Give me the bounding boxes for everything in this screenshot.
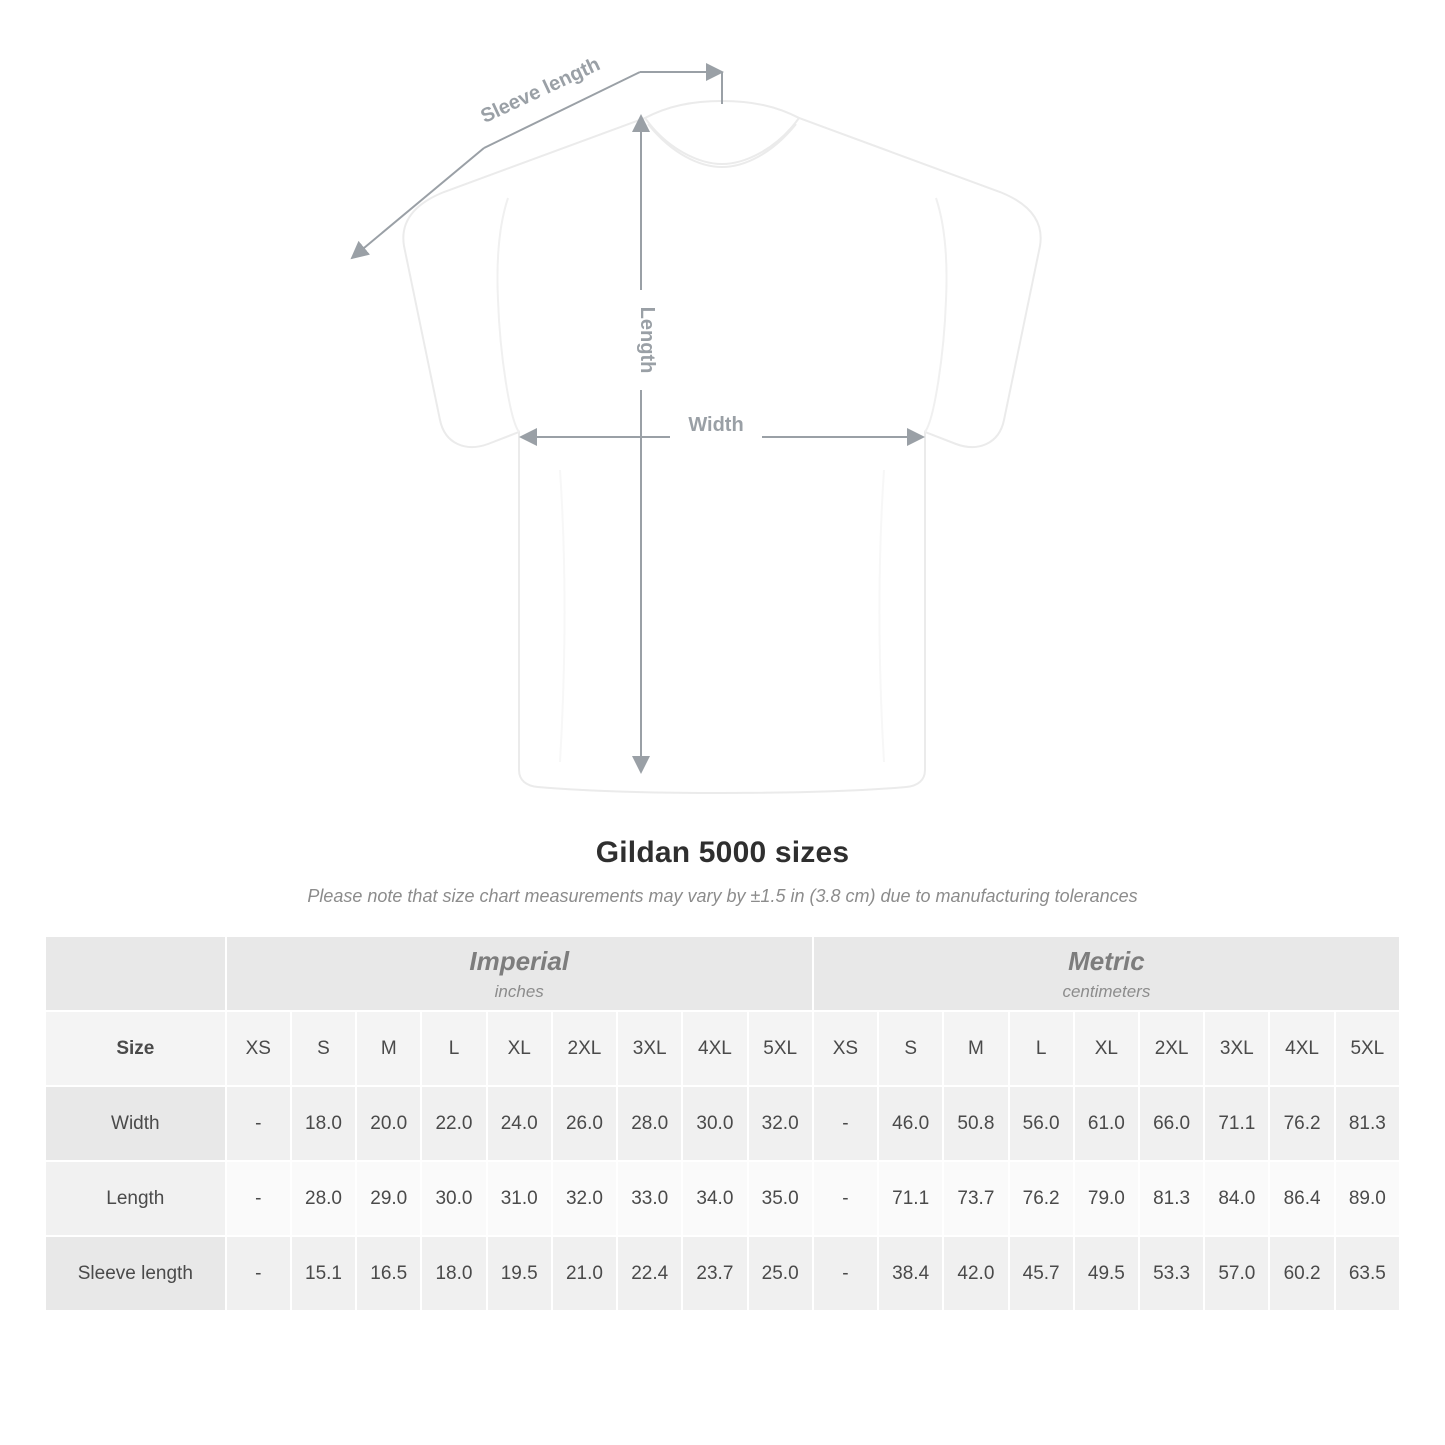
size-col-metric-m: M <box>943 1011 1008 1086</box>
cell-width-metric-m: 50.8 <box>943 1086 1008 1161</box>
cell-length-imperial-2xl: 32.0 <box>552 1161 617 1236</box>
size-col-metric-l: L <box>1009 1011 1074 1086</box>
row-label-sleeve-length: Sleeve length <box>45 1236 226 1311</box>
cell-sleeve-metric-xs: - <box>813 1236 878 1311</box>
cell-width-metric-4xl: 76.2 <box>1269 1086 1334 1161</box>
unit-header-imperial <box>226 936 813 1011</box>
cell-width-metric-xs: - <box>813 1086 878 1161</box>
unit-header-corner <box>45 936 226 1011</box>
size-header-label: Size <box>45 1011 226 1086</box>
tolerance-note: Please note that size chart measurements may vary by ±1.5 in (3.8 cm) due to manufacturing tolerances <box>307 886 1138 906</box>
size-col-metric-2xl: 2XL <box>1139 1011 1204 1086</box>
cell-width-metric-3xl: 71.1 <box>1204 1086 1269 1161</box>
cell-length-imperial-s: 28.0 <box>291 1161 356 1236</box>
cell-width-imperial-4xl: 30.0 <box>682 1086 747 1161</box>
cell-length-imperial-m: 29.0 <box>356 1161 421 1236</box>
cell-sleeve-metric-2xl: 53.3 <box>1139 1236 1204 1311</box>
cell-sleeve-imperial-xs: - <box>226 1236 291 1311</box>
unit-header-metric <box>813 936 1400 1011</box>
size-col-imperial-xs: XS <box>226 1011 291 1086</box>
unit-imperial-name: Imperial <box>469 946 570 977</box>
cell-length-imperial-xs: - <box>226 1161 291 1236</box>
cell-sleeve-imperial-2xl: 21.0 <box>552 1236 617 1311</box>
table-row <box>45 1236 1400 1311</box>
title-block <box>0 836 1445 907</box>
size-col-imperial-3xl: 3XL <box>617 1011 682 1086</box>
cell-length-imperial-3xl: 33.0 <box>617 1161 682 1236</box>
width-label: Width <box>688 414 744 436</box>
size-col-imperial-m: M <box>356 1011 421 1086</box>
size-col-metric-xl: XL <box>1074 1011 1139 1086</box>
size-col-imperial-s: S <box>291 1011 356 1086</box>
size-table-wrapper <box>44 935 1401 1312</box>
size-col-metric-3xl: 3XL <box>1204 1011 1269 1086</box>
cell-length-imperial-l: 30.0 <box>421 1161 486 1236</box>
size-header-row <box>45 1011 1400 1086</box>
cell-width-imperial-xs: - <box>226 1086 291 1161</box>
cell-sleeve-imperial-s: 15.1 <box>291 1236 356 1311</box>
size-col-imperial-5xl: 5XL <box>748 1011 813 1086</box>
cell-length-imperial-5xl: 35.0 <box>748 1161 813 1236</box>
size-col-metric-xs: XS <box>813 1011 878 1086</box>
cell-length-metric-2xl: 81.3 <box>1139 1161 1204 1236</box>
cell-sleeve-metric-l: 45.7 <box>1009 1236 1074 1311</box>
cell-width-metric-2xl: 66.0 <box>1139 1086 1204 1161</box>
cell-length-metric-4xl: 86.4 <box>1269 1161 1334 1236</box>
cell-width-metric-5xl: 81.3 <box>1335 1086 1400 1161</box>
size-col-imperial-xl: XL <box>487 1011 552 1086</box>
cell-sleeve-metric-3xl: 57.0 <box>1204 1236 1269 1311</box>
cell-width-imperial-5xl: 32.0 <box>748 1086 813 1161</box>
cell-width-metric-xl: 61.0 <box>1074 1086 1139 1161</box>
cell-length-metric-s: 71.1 <box>878 1161 943 1236</box>
length-label: Length <box>636 306 658 374</box>
cell-width-metric-l: 56.0 <box>1009 1086 1074 1161</box>
cell-width-imperial-m: 20.0 <box>356 1086 421 1161</box>
cell-sleeve-metric-s: 38.4 <box>878 1236 943 1311</box>
unit-metric-sub: centimeters <box>1062 981 1151 1001</box>
size-col-metric-5xl: 5XL <box>1335 1011 1400 1086</box>
size-col-metric-s: S <box>878 1011 943 1086</box>
cell-width-imperial-3xl: 28.0 <box>617 1086 682 1161</box>
size-col-imperial-4xl: 4XL <box>682 1011 747 1086</box>
row-label-length: Length <box>45 1161 226 1236</box>
table-row <box>45 1086 1400 1161</box>
size-col-imperial-2xl: 2XL <box>552 1011 617 1086</box>
cell-width-imperial-2xl: 26.0 <box>552 1086 617 1161</box>
cell-sleeve-imperial-3xl: 22.4 <box>617 1236 682 1311</box>
cell-length-metric-xs: - <box>813 1161 878 1236</box>
table-row <box>45 1161 1400 1236</box>
cell-sleeve-imperial-m: 16.5 <box>356 1236 421 1311</box>
cell-width-imperial-xl: 24.0 <box>487 1086 552 1161</box>
cell-length-imperial-xl: 31.0 <box>487 1161 552 1236</box>
cell-width-imperial-l: 22.0 <box>421 1086 486 1161</box>
cell-length-metric-5xl: 89.0 <box>1335 1161 1400 1236</box>
cell-sleeve-metric-xl: 49.5 <box>1074 1236 1139 1311</box>
cell-length-imperial-4xl: 34.0 <box>682 1161 747 1236</box>
cell-length-metric-xl: 79.0 <box>1074 1161 1139 1236</box>
size-table <box>44 935 1401 1312</box>
size-col-imperial-l: L <box>421 1011 486 1086</box>
cell-length-metric-l: 76.2 <box>1009 1161 1074 1236</box>
size-col-metric-4xl: 4XL <box>1269 1011 1334 1086</box>
cell-sleeve-metric-4xl: 60.2 <box>1269 1236 1334 1311</box>
cell-width-imperial-s: 18.0 <box>291 1086 356 1161</box>
cell-sleeve-metric-5xl: 63.5 <box>1335 1236 1400 1311</box>
sleeve-length-label: Sleeve length <box>477 53 604 128</box>
tshirt-shape <box>403 101 1040 793</box>
cell-sleeve-metric-m: 42.0 <box>943 1236 1008 1311</box>
cell-sleeve-imperial-5xl: 25.0 <box>748 1236 813 1311</box>
cell-width-metric-s: 46.0 <box>878 1086 943 1161</box>
cell-sleeve-imperial-4xl: 23.7 <box>682 1236 747 1311</box>
cell-length-metric-3xl: 84.0 <box>1204 1161 1269 1236</box>
page-title: Gildan 5000 sizes <box>595 836 850 869</box>
cell-length-metric-m: 73.7 <box>943 1161 1008 1236</box>
cell-sleeve-imperial-l: 18.0 <box>421 1236 486 1311</box>
unit-imperial-sub: inches <box>494 981 544 1001</box>
row-label-width: Width <box>45 1086 226 1161</box>
cell-sleeve-imperial-xl: 19.5 <box>487 1236 552 1311</box>
unit-metric-name: Metric <box>1068 946 1145 977</box>
unit-header-row <box>45 936 1400 1011</box>
